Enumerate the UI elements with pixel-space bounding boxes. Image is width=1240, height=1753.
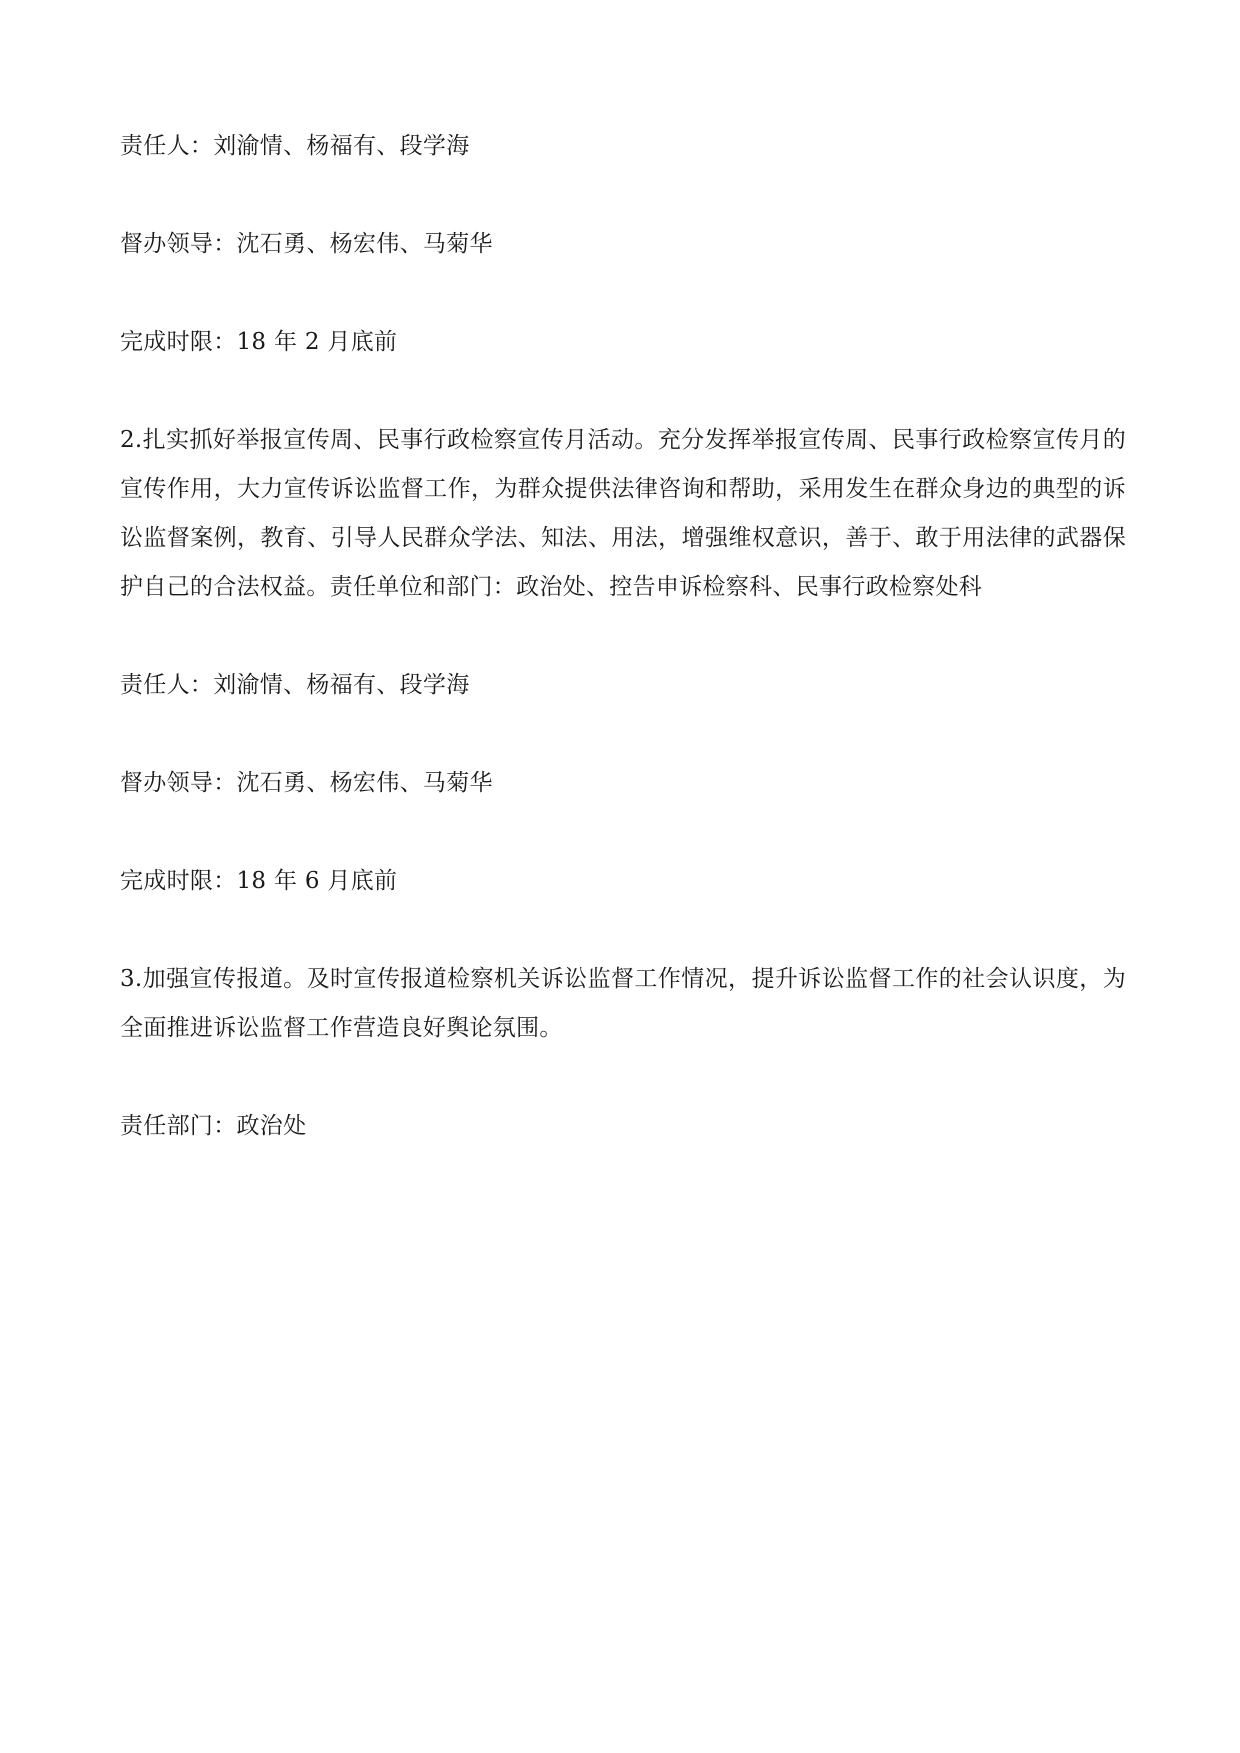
deadline-2: 完成时限：18 年 6 月底前 — [120, 868, 398, 894]
responsible-person-2: 责任人：刘渝情、杨福有、段学海 — [120, 672, 470, 698]
supervising-leaders-2: 督办领导：沈石勇、杨宏伟、马菊华 — [120, 770, 493, 796]
responsible-department: 责任部门：政治处 — [120, 1113, 307, 1139]
supervising-leaders-1: 督办领导：沈石勇、杨宏伟、马菊华 — [120, 231, 493, 257]
document-page — [120, 122, 1126, 1151]
deadline-1: 完成时限：18 年 2 月底前 — [120, 329, 398, 355]
responsible-person-1: 责任人：刘渝情、杨福有、段学海 — [120, 133, 470, 159]
item-2-paragraph: 2.扎实抓好举报宣传周、民事行政检察宣传月活动。充分发挥举报宣传周、民事行政检察宣传月的宣传作用，大力宣传诉讼监督工作，为群众提供法律咨询和帮助，采用发生在群众身边的典型的诉讼监督案例，教育、引导人民群众学法、知法、用法，增强维权意识，善于、敢于用法律的武器保护自己的合法权益。责任单位和部门：政治处、控告申诉检察科、民事行政检察处科 — [120, 427, 1126, 600]
item-3-paragraph: 3.加强宣传报道。及时宣传报道检察机关诉讼监督工作情况，提升诉讼监督工作的社会认识度，为全面推进诉讼监督工作营造良好舆论氛围。 — [120, 966, 1126, 1041]
